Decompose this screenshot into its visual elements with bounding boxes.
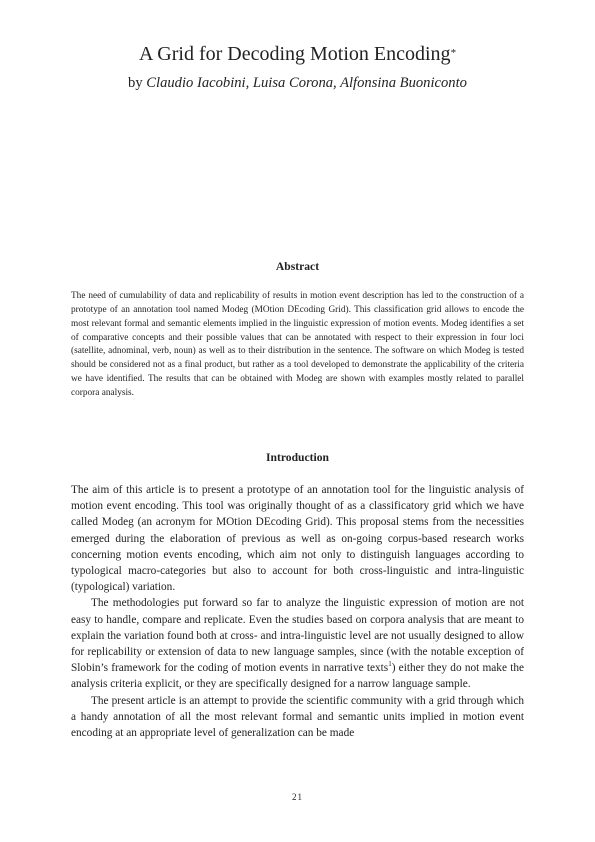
- paragraph-2-text-b: ) either they do not make the analysis criteria explicit, or they are specifically designed for a narrow language sample.: [71, 662, 525, 691]
- page-number: 21: [292, 792, 303, 802]
- paragraph-2-text-a: The methodologies put forward so far to analyze the linguistic expression of motion are not easy to handle, compare and replicate. Even the studies based on corpora analysis that are meant to explain the variation found both at cross- and intra-linguistic level are not usually designed to allow for replicability or extension of data to new language samples, since (with the notable exception of Slobin’s framework for the coding of motion events in narrative texts: [71, 597, 524, 675]
- paper-title-text: A Grid for Decoding Motion Encoding: [138, 43, 451, 65]
- footnote-mark-1[interactable]: 1: [388, 660, 392, 669]
- introduction-body: [71, 482, 524, 741]
- title-footnote-mark: *: [450, 47, 457, 59]
- introduction-heading: Introduction: [266, 451, 329, 464]
- author-byline: [0, 73, 595, 93]
- paragraph-2: [71, 595, 524, 692]
- abstract-heading: Abstract: [275, 260, 320, 273]
- paragraph-1: The aim of this article is to present a prototype of an annotation tool for the linguistic analysis of motion event encoding. This tool was originally thought of as a classificatory grid which we have called Modeg (an acronym for MOtion DEcoding Grid). This proposal stems from the necessities emerged during the elaboration of previous as well as on-going corpus-based research works concerning motion events encoding, which aim not only to distinguish languages according to typological macro-categories but also to account for both cross-linguistic and intra-linguistic (typological) variation.: [71, 484, 524, 594]
- paper-title: [0, 41, 595, 67]
- author-names: Claudio Iacobini, Luisa Corona, Alfonsina Buoniconto: [146, 75, 467, 91]
- paragraph-3: The present article is an attempt to provide the scientific community with a grid through which a handy annotation of all the most relevant formal and semantic units implied in motion event encoding at an appropriate level of generalization can be made: [71, 694, 524, 740]
- abstract-text: The need of cumulability of data and replicability of results in motion event description has led to the construction of a prototype of an annotation tool named Modeg (MOtion DEcoding Grid). This classification grid allows to encode the most relevant formal and semantic elements implied in the linguistic expression of motion events. Modeg identifies a set of comparative concepts and their possible values that can be annotated with respect to their expression in four loci (satellite, adnominal, verb, noun) as well as to their distribution in the sentence. The software on which Modeg is tested should be considered not as a final product, but rather as a tool developed to demonstrate the applicability of the criteria we have identified. The results that can be obtained with Modeg are shown with examples mostly related to parallel corpora analysis.: [71, 291, 524, 398]
- byline-prefix: by: [128, 75, 147, 91]
